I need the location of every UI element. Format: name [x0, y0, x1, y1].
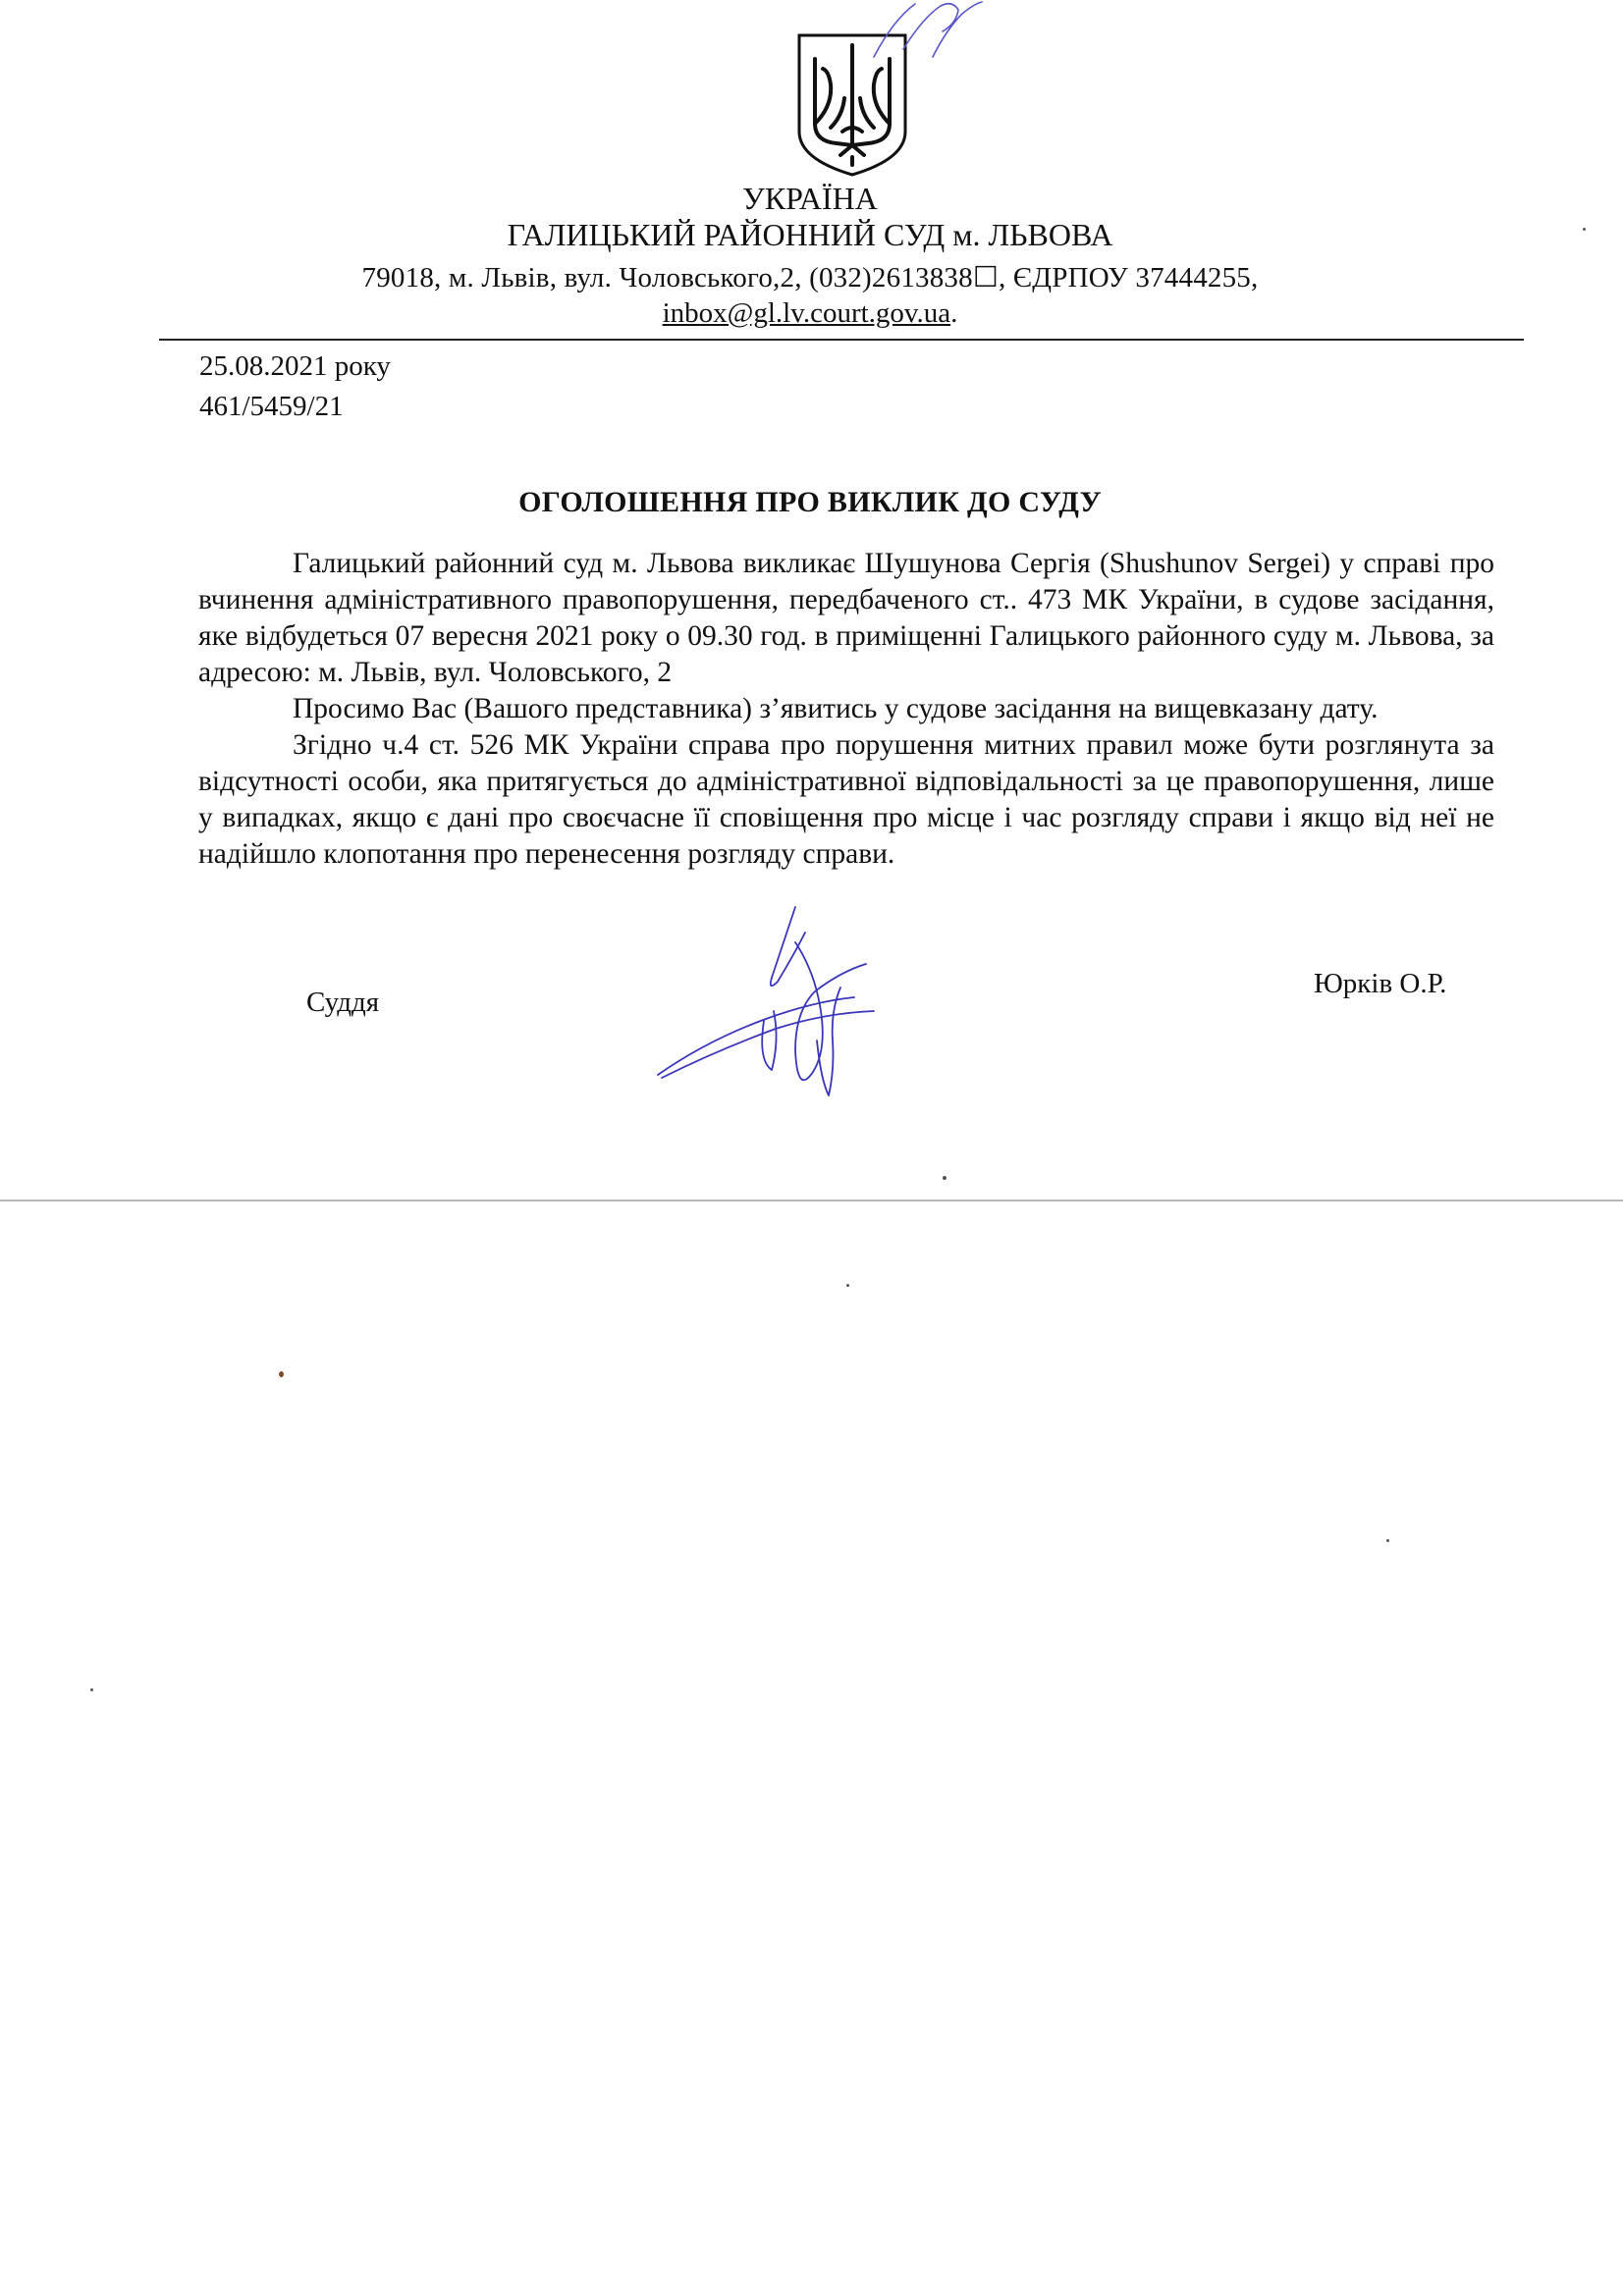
document-date: 25.08.2021 року: [199, 350, 391, 382]
scan-speck: [1386, 1539, 1389, 1542]
scan-speck: [90, 1688, 93, 1691]
judge-title: Суддя: [306, 987, 380, 1018]
court-address: 79018, м. Львів, вул. Чоловського,2, (032)2613838☐, ЄДРПОУ 37444255,: [361, 262, 1259, 294]
country-name: УКРАЇНА: [742, 181, 878, 216]
scan-speck: [1583, 228, 1586, 231]
document-title: ОГОЛОШЕННЯ ПРО ВИКЛИК ДО СУДУ: [518, 486, 1102, 518]
top-pen-mark: [864, 0, 1001, 59]
body-paragraph: Згідно ч.4 ст. 526 МК України справа про порушення митних правил може бути розглянута за відсутності особи, яка притягується до адміністративної відповідальності за це правопорушення, лише у випадках, якщо є дані про своєчасне її сповіщення про місце і час розгляду справи і якщо від неї не надійшло клопотання про перенесення розгляду справи.: [198, 729, 1494, 870]
body-paragraph: Галицький районний суд м. Львова викликає Шушунова Сергія (Shushunov Sergei) у справі про вчинення адміністративного правопорушення, передбаченого ст.. 473 МК України, в судове засідання, яке відбудеться 07 вересня 2021 року о 09.30 год. в приміщенні Галицького районного суду м. Львова, за адресою: м. Львів, вул. Чоловського, 2: [198, 548, 1494, 688]
header-divider: [159, 339, 1524, 341]
email-link[interactable]: inbox@gl.lv.court.gov.ua: [662, 297, 951, 329]
case-number: 461/5459/21: [199, 391, 344, 422]
scan-speck: [279, 1371, 284, 1377]
judge-name: Юрків О.Р.: [1314, 968, 1447, 999]
scan-speck: [846, 1284, 849, 1287]
scanned-page-edge: [0, 1200, 1623, 1201]
scan-speck: [943, 1176, 947, 1180]
body-paragraph: Просимо Вас (Вашого представника) з’явитись у судове засідання на вищевказану дату.: [293, 693, 1379, 724]
document-body: [198, 546, 1494, 873]
court-name: ГАЛИЦЬКИЙ РАЙОННИЙ СУД м. ЛЬВОВА: [507, 217, 1113, 252]
handwritten-signature: [648, 903, 903, 1109]
email-suffix: .: [950, 297, 958, 329]
court-email: [196, 297, 1424, 330]
